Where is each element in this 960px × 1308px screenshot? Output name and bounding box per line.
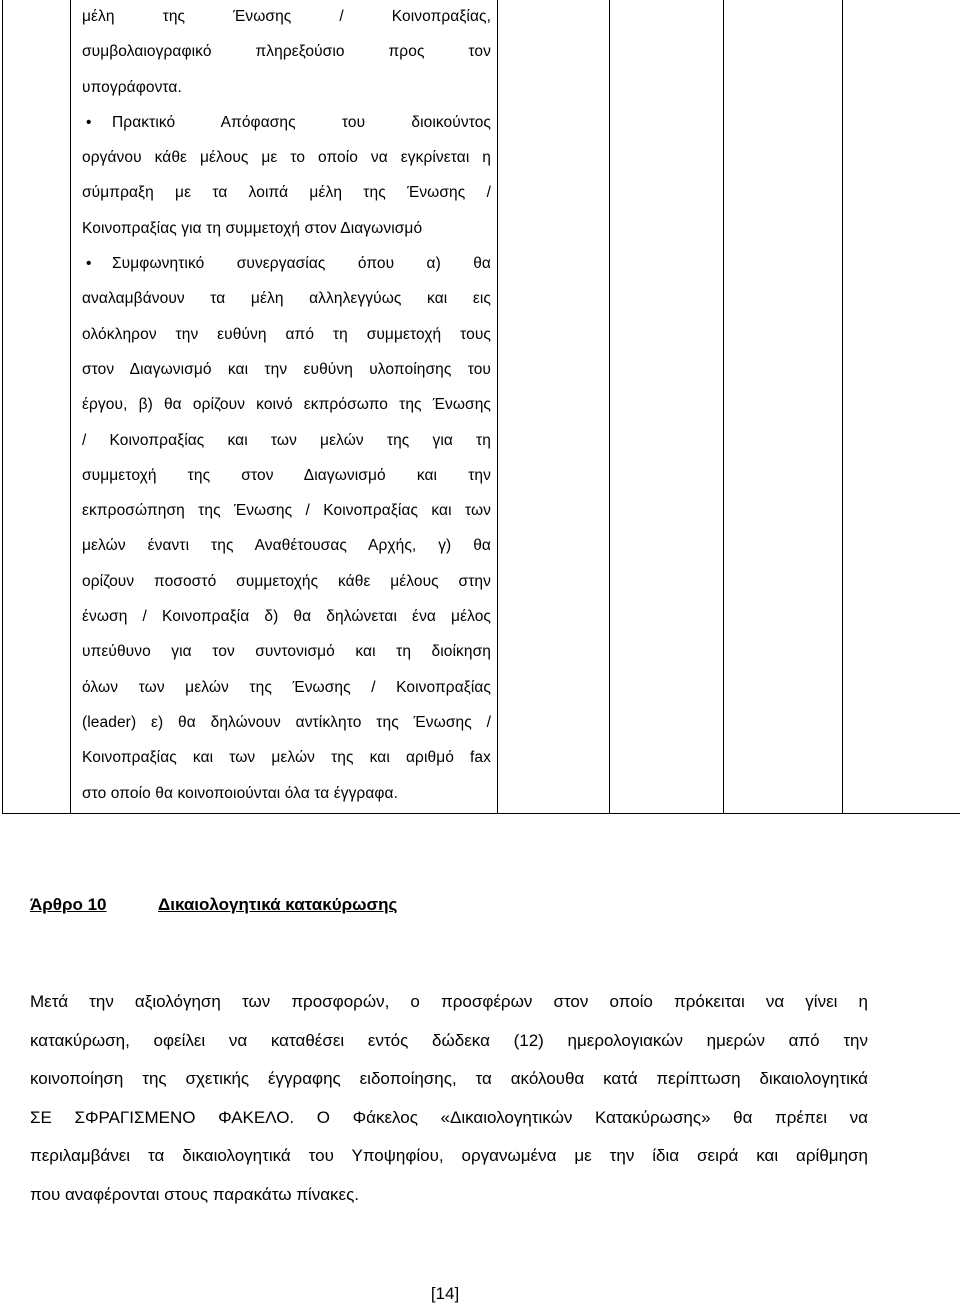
table-cell-empty — [724, 0, 843, 814]
cell-line: στον Διαγωνισμό και την ευθύνη υλοποίησης του — [82, 352, 491, 387]
cell-line: Κοινοπραξίας για τη συμμετοχή στον Διαγωνισμό — [82, 211, 491, 246]
page-number: [14] — [0, 1280, 890, 1308]
bullet-icon: • — [86, 105, 92, 140]
cell-line: Κοινοπραξίας και των μελών της και αριθμό fax — [82, 740, 491, 775]
bullet-item — [82, 105, 491, 140]
section-title: Δικαιολογητικά κατακύρωσης — [158, 895, 397, 914]
cell-line: στο οποίο θα κοινοποιούνται όλα τα έγγραφα. — [82, 776, 491, 811]
cell-line: μελών έναντι της Αναθέτουσας Αρχής, γ) θα — [82, 528, 491, 563]
cell-line: οργάνου κάθε μέλους με το οποίο να εγκρίνεται η — [82, 140, 491, 175]
cell-line: ένωση / Κοινοπραξία δ) θα δηλώνεται ένα μέλος — [82, 599, 491, 634]
cell-line: / Κοινοπραξίας και των μελών της για τη — [82, 423, 491, 458]
cell-line: όλων των μελών της Ένωσης / Κοινοπραξίας — [82, 670, 491, 705]
section-number: Άρθρο 10 — [30, 885, 158, 925]
cell-line: υπεύθυνο για τον συντονισμό και τη διοίκηση — [82, 634, 491, 669]
section-body — [30, 983, 868, 1215]
cell-line: υπογράφοντα. — [82, 70, 491, 105]
section-heading — [30, 885, 868, 925]
body-line: που αναφέρονται στους παρακάτω πίνακες. — [30, 1176, 868, 1215]
cell-line: εκπροσώπηση της Ένωσης / Κοινοπραξίας και των — [82, 493, 491, 528]
body-line: κατακύρωση, οφείλει να καταθέσει εντός δώδεκα (12) ημερολογιακών ημερών από την — [30, 1022, 868, 1061]
table-cell-index — [3, 0, 71, 814]
cell-line: συμβολαιογραφικό πληρεξούσιο προς τον — [82, 34, 491, 69]
table-cell-empty — [498, 0, 610, 814]
cell-line: αναλαμβάνουν τα μέλη αλληλεγγύως και εις — [82, 281, 491, 316]
cell-line: Συμφωνητικό συνεργασίας όπου α) θα — [112, 255, 491, 272]
cell-line: (leader) ε) θα δηλώνουν αντίκλητο της Ένωσης / — [82, 705, 491, 740]
body-line: κοινοποίηση της σχετικής έγγραφης ειδοποίησης, τα ακόλουθα κατά περίπτωση δικαιολογητικά — [30, 1060, 868, 1099]
cell-line: συμμετοχή της στον Διαγωνισμό και την — [82, 458, 491, 493]
cell-line: ολόκληρον την ευθύνη από τη συμμετοχή τους — [82, 317, 491, 352]
cell-line: έργου, β) θα ορίζουν κοινό εκπρόσωπο της Ένωσης — [82, 387, 491, 422]
body-line: Μετά την αξιολόγηση των προσφορών, ο προσφέρων στον οποίο πρόκειται να γίνει η — [30, 983, 868, 1022]
table-cell-empty — [843, 0, 960, 814]
cell-line: Πρακτικό Απόφασης του διοικούντος — [112, 114, 491, 131]
table-cell-description — [71, 0, 498, 814]
body-line: ΣΕ ΣΦΡΑΓΙΣΜΕΝΟ ΦΑΚΕΛΟ. Ο Φάκελος «Δικαιολογητικών Κατακύρωσης» θα πρέπει να — [30, 1099, 868, 1138]
body-line: περιλαμβάνει τα δικαιολογητικά του Υποψηφίου, οργανωμένα με την ίδια σειρά και αρίθμηση — [30, 1137, 868, 1176]
requirements-table — [2, 0, 960, 814]
article-section — [30, 885, 868, 1215]
cell-line: ορίζουν ποσοστό συμμετοχής κάθε μέλους στην — [82, 564, 491, 599]
cell-line: μέλη της Ένωσης / Κοινοπραξίας, — [82, 0, 491, 34]
cell-text — [71, 0, 497, 811]
bullet-icon: • — [86, 246, 92, 281]
table-row — [3, 0, 960, 814]
cell-line: σύμπραξη με τα λοιπά μέλη της Ένωσης / — [82, 175, 491, 210]
table-cell-empty — [610, 0, 724, 814]
bullet-item — [82, 246, 491, 281]
